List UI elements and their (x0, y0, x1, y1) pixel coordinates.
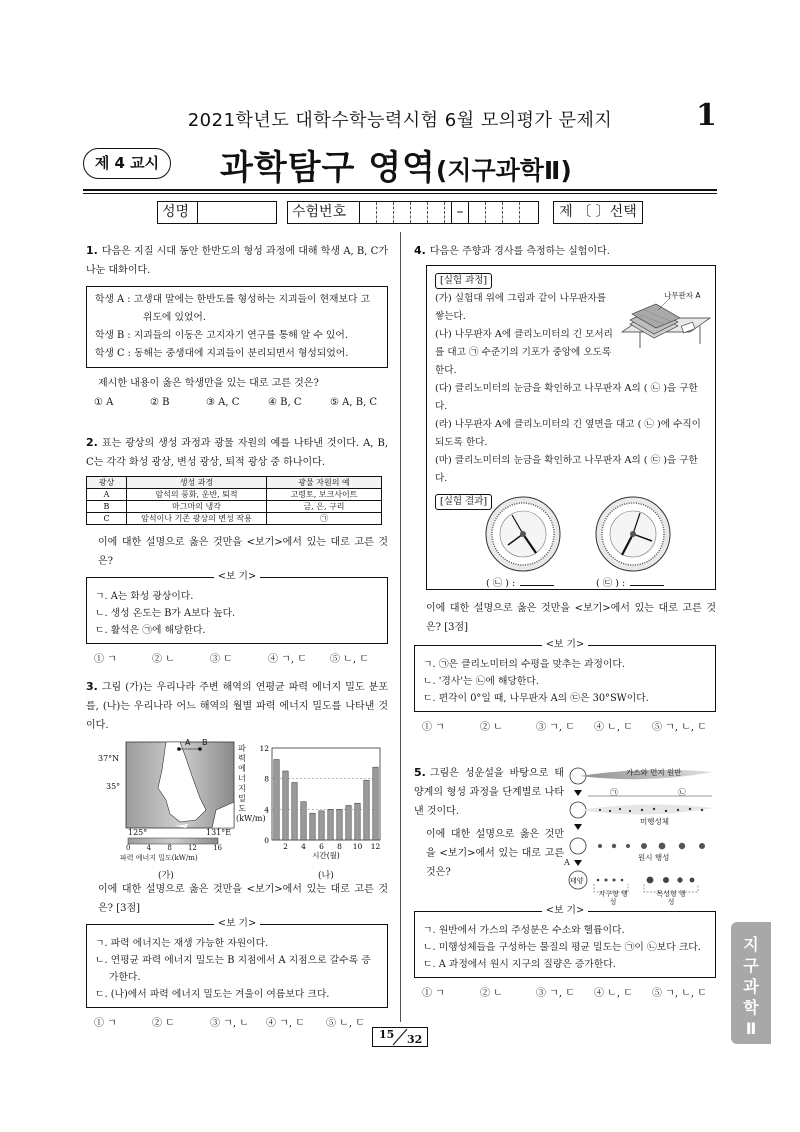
bogi-item: ㄱ. A는 화성 광상이다. (95, 591, 194, 602)
choice-2[interactable]: ② ㄴ (152, 654, 175, 665)
question-4-number: 4. (414, 244, 426, 257)
bar-month-11 (364, 780, 369, 840)
choice-2[interactable]: ② ㄴ (480, 722, 503, 733)
question-3-choices (86, 1014, 388, 1029)
header-divider (83, 189, 717, 191)
name-label: 성명 (158, 202, 198, 223)
page-total: 32 (407, 1033, 423, 1046)
table-header-row: 광상 생성 과정 광물 자원의 예 (87, 477, 382, 489)
table-row: A 암석의 풍화, 운반, 퇴적 고령토, 보크사이트 (87, 489, 382, 501)
step-ma: (마) 클리노미터의 눈금을 확인하고 나무판자 A의 ( ㉢ )을 구한다. (435, 455, 698, 484)
bar-month-9 (346, 806, 351, 841)
question-3-lower (86, 880, 388, 1029)
page-title (220, 140, 572, 189)
bogi-box (414, 905, 716, 978)
bar-month-7 (328, 809, 333, 840)
dial-1-answer-line (520, 585, 554, 586)
bar-month-4 (301, 802, 306, 840)
choice-4[interactable]: ④ B, C (268, 397, 302, 408)
nebular-figure (566, 766, 716, 906)
process-tag: [실험 과정] (435, 273, 492, 289)
choice-1[interactable]: ① ㄱ (94, 1018, 117, 1029)
question-5 (414, 763, 564, 882)
dial-2-svg (594, 495, 672, 573)
chart-xlabel: 시간(월) (312, 851, 340, 860)
question-3-stem: 3. 그림 (가)는 우리나라 주변 해역의 연평균 파력 에너지 밀도 분포를, (나)는 우리나라 어느 해역의 월별 파력 에너지 밀도를 나타낸 것이다. (86, 680, 388, 731)
choice-box[interactable]: 제 〔 〕선택 (553, 201, 643, 224)
disk-label: 가스와 먼지 원반 (626, 768, 682, 777)
choice-2[interactable]: ② B (150, 397, 170, 408)
bogi-title: <보 기> (87, 570, 387, 584)
x-tick-label: 6 (319, 842, 324, 851)
dial-2-label: ( ㉢ ) : (596, 578, 626, 589)
bar-month-10 (355, 803, 360, 840)
x-tick-label: 12 (370, 842, 381, 851)
x-tick-label: 4 (301, 842, 306, 851)
question-4-prompt: 이에 대한 설명으로 옳은 것만을 <보기>에서 있는 대로 고른 것은? [3점] (426, 603, 716, 633)
question-3-number: 3. (86, 680, 98, 693)
choice-4[interactable]: ④ ㄱ, ㄷ (268, 654, 307, 665)
y-tick-label: 4 (264, 805, 269, 815)
question-2-choices (86, 650, 388, 665)
choice-5[interactable]: ⑤ A, B, C (330, 397, 378, 408)
exam-number-cells-2 (469, 202, 537, 223)
question-1 (86, 241, 388, 408)
question-1-prompt: 제시한 내용이 옳은 학생만을 있는 대로 고른 것은? (98, 378, 319, 389)
step-ga: (가) 실험대 위에 그림과 같이 나무판자를 쌓는다. (435, 293, 607, 322)
header-divider-thin (83, 193, 717, 194)
y-tick-label: 8 (264, 774, 269, 784)
planetesimal-label: 미행성체 (640, 817, 669, 826)
choice-5[interactable]: ⑤ ㄴ, ㄷ (326, 1018, 365, 1029)
question-1-number: 1. (86, 244, 98, 257)
question-1-choices (86, 397, 388, 408)
chart-caption: (나) (318, 871, 334, 881)
column-divider (400, 232, 401, 1022)
wooden-board-figure (620, 288, 712, 350)
x-tick-label: 8 (337, 842, 342, 851)
question-4-stem: 4. 다음은 주향과 경사를 측정하는 실험이다. (414, 244, 610, 257)
dial-1-label: ( ㉡ ) : (486, 578, 516, 589)
dialog-line-b: 학생 B : 지괴들의 이동은 고지자기 연구를 통해 알 수 있어. (95, 330, 348, 341)
choice-1[interactable]: ① A (94, 397, 114, 408)
step-ra: (라) 나무판자 A에 클리노미터의 긴 옆면을 대고 ( ㉡ )에 수직이 되도록 한다. (435, 419, 701, 448)
question-3-prompt: 이에 대한 설명으로 옳은 것만을 <보기>에서 있는 대로 고른 것은? [3점] (98, 884, 388, 914)
nebular-svg (566, 766, 716, 906)
question-5-prompt: 이에 대한 설명으로 옳은 것만을 <보기>에서 있는 대로 고른 것은? (426, 829, 564, 878)
bogi-title: <보 기> (87, 917, 387, 931)
question-4 (414, 241, 716, 261)
exam-number-cells (360, 202, 445, 223)
bogi-box (414, 639, 716, 712)
question-1-stem: 1. 다음은 지질 시대 동안 한반도의 형성 과정에 대해 학생 A, B, C가 나눈 대화이다. (86, 244, 388, 276)
question-2-prompt: 이에 대한 설명으로 옳은 것만을 <보기>에서 있는 대로 고른 것은? (98, 537, 388, 567)
region-mark-1: ㉠ (610, 788, 618, 797)
bogi-box (86, 571, 388, 644)
map-lon-131: 131°E (206, 828, 232, 837)
bar-month-8 (337, 809, 342, 840)
page-count (372, 1027, 428, 1047)
choice-5[interactable]: ⑤ ㄱ, ㄴ, ㄷ (652, 988, 707, 999)
subject-side-tab: 지 구 과 학 Ⅱ (731, 922, 771, 1044)
result-tag: [실험 결과] (435, 494, 492, 510)
bogi-title: <보 기> (415, 904, 715, 918)
choice-1[interactable]: ① ㄱ (422, 722, 445, 733)
dialog-line-c: 학생 C : 동해는 중생대에 지괴들이 분리되면서 형성되었어. (95, 348, 349, 359)
dial-2-answer-line (630, 585, 664, 586)
question-2-stem: 2. 표는 광상의 생성 과정과 광물 자원의 예를 나타낸 것이다. A, B, C는 각각 화성 광상, 변성 광상, 퇴적 광상 중 하나이다. (86, 436, 388, 468)
choice-3[interactable]: ③ ㄱ, ㄷ (536, 722, 575, 733)
question-4-lower (414, 599, 716, 733)
page-number: 1 (696, 98, 717, 133)
bogi-title: <보 기> (415, 638, 715, 652)
map-point-b: B (202, 738, 208, 747)
page-current: 15 (379, 1028, 395, 1041)
choice-1[interactable]: ① ㄱ (422, 988, 445, 999)
chart-ylabel: 파력 에너지 밀도 (kW/m) (236, 744, 266, 823)
choice-4[interactable]: ④ ㄴ, ㄷ (594, 988, 633, 999)
exam-number-box[interactable] (287, 201, 539, 224)
bogi-box (86, 918, 388, 1008)
x-tick-label: 10 (352, 842, 363, 851)
jovian-label: 목성형 행성 (656, 890, 686, 906)
map-scale-ticks: 0 4 8 12 16 (126, 844, 222, 852)
map-lon-125: 125° (128, 828, 148, 837)
bogi-item: ㄱ. ㉠은 클리노미터의 수평을 맞추는 과정이다. (423, 659, 625, 670)
choice-3[interactable]: ③ A, C (206, 397, 240, 408)
subject-subtitle: (지구과학Ⅱ) (435, 156, 572, 185)
main-title-text: 과학탐구 영역 (220, 148, 436, 188)
bar-month-1 (274, 760, 279, 841)
session-badge: 제 4 교시 (83, 148, 171, 179)
step-a-label: A (564, 858, 570, 867)
question-5-choices (414, 984, 716, 999)
name-box[interactable] (157, 201, 277, 224)
choice-5[interactable]: ⑤ ㄱ, ㄴ, ㄷ (652, 722, 707, 733)
board-label: 나무판자 A (664, 291, 701, 300)
step-da: (다) 클리노미터의 눈금을 확인하고 나무판자 A의 ( ㉡ )을 구한다. (435, 383, 698, 412)
bogi-item: ㄴ. 연평균 파력 에너지 밀도는 B 지점에서 A 지점으로 갈수록 증가한다. (95, 955, 371, 983)
bogi-item: ㄷ. 편각이 0°일 때, 나무판자 A의 ㉢은 30°SW이다. (423, 693, 649, 704)
table-row: C 암석이나 기존 광상의 변성 작용 ㉠ (87, 513, 382, 525)
question-5-number: 5. (414, 766, 426, 779)
map-scale-label: 파력 에너지 밀도(kW/m) (120, 854, 198, 862)
choice-2[interactable]: ② ㄷ (152, 1018, 175, 1029)
bogi-item: ㄱ. 원반에서 가스의 주성분은 수소와 헬륨이다. (423, 925, 625, 936)
bar-chart-svg (250, 744, 388, 868)
protoplanet-label: 원시 행성 (638, 853, 670, 862)
bar-month-2 (283, 771, 288, 840)
wave-energy-map (96, 740, 236, 864)
dial-1-svg (484, 495, 562, 573)
choice-1[interactable]: ① ㄱ (94, 654, 117, 665)
question-2 (86, 433, 388, 665)
bar-month-12 (373, 767, 378, 840)
bar-month-3 (292, 783, 297, 841)
choice-4[interactable]: ④ ㄱ, ㄷ (266, 1018, 305, 1029)
region-mark-2: ㉡ (678, 788, 686, 797)
exam-number-label: 수험번호 (288, 202, 360, 223)
choice-3[interactable]: ③ ㄷ (210, 654, 233, 665)
x-tick-label: 2 (283, 842, 288, 851)
bogi-item: ㄷ. (나)에서 파력 에너지 밀도는 겨울이 여름보다 크다. (95, 989, 330, 1000)
question-5-stem: 5. 그림은 성운설을 바탕으로 태양계의 형성 과정을 단계별로 나타낸 것이다. (414, 766, 564, 817)
question-5-lower (414, 905, 716, 999)
y-tick-label: 0 (264, 836, 269, 845)
bogi-item: ㄴ. 미행성체들을 구성하는 물질의 평균 밀도는 ㉠이 ㉡보다 크다. (423, 942, 701, 953)
question-3 (86, 677, 388, 735)
choice-5[interactable]: ⑤ ㄴ, ㄷ (330, 654, 369, 665)
bogi-item: ㄷ. A 과정에서 원시 지구의 질량은 증가한다. (423, 959, 616, 970)
choice-3[interactable]: ③ ㄱ, ㄴ (210, 1018, 249, 1029)
map-lat-37: 37°N (98, 754, 120, 763)
bogi-item: ㄴ. '경사'는 ㉡에 해당한다. (423, 676, 539, 687)
step-na: (나) 나무판자 A에 클리노미터의 긴 모서리를 대고 ㉠ 수준기의 기포가 중앙에 오도록 한다. (435, 329, 613, 376)
ore-deposit-table (86, 476, 382, 525)
choice-4[interactable]: ④ ㄴ, ㄷ (594, 722, 633, 733)
monthly-energy-chart (236, 744, 388, 868)
terrestrial-label: 지구형 행성 (598, 890, 628, 906)
y-tick-label: 12 (259, 744, 269, 753)
dialog-line-a: 학생 A : 고생대 말에는 한반도를 형성하는 지괴들이 현재보다 고위도에 있었어. (95, 294, 371, 323)
dialog-box (86, 286, 388, 368)
clinometer-dial-2 (594, 495, 672, 573)
bogi-item: ㄷ. 활석은 ㉠에 해당한다. (95, 625, 206, 636)
clinometer-dial-1 (484, 495, 562, 573)
bogi-item: ㄴ. 생성 온도는 B가 A보다 높다. (95, 608, 236, 619)
exam-title: 2021학년도 대학수학능력시험 6월 모의평가 문제지 (187, 110, 613, 131)
choice-3[interactable]: ③ ㄱ, ㄷ (536, 988, 575, 999)
sun-label: 태양 (570, 877, 584, 885)
bar-month-5 (310, 813, 315, 840)
question-2-number: 2. (86, 436, 98, 449)
bar-month-6 (319, 811, 324, 840)
map-lat-35: 35° (106, 782, 121, 791)
choice-2[interactable]: ② ㄴ (480, 988, 503, 999)
map-caption: (가) (158, 871, 174, 881)
table-row: B 마그마의 냉각 금, 은, 구리 (87, 501, 382, 513)
bogi-item: ㄱ. 파력 에너지는 재생 가능한 자원이다. (95, 938, 269, 949)
map-point-a: A (185, 738, 191, 747)
exam-number-dash: – (451, 202, 469, 223)
question-4-choices (414, 718, 716, 733)
